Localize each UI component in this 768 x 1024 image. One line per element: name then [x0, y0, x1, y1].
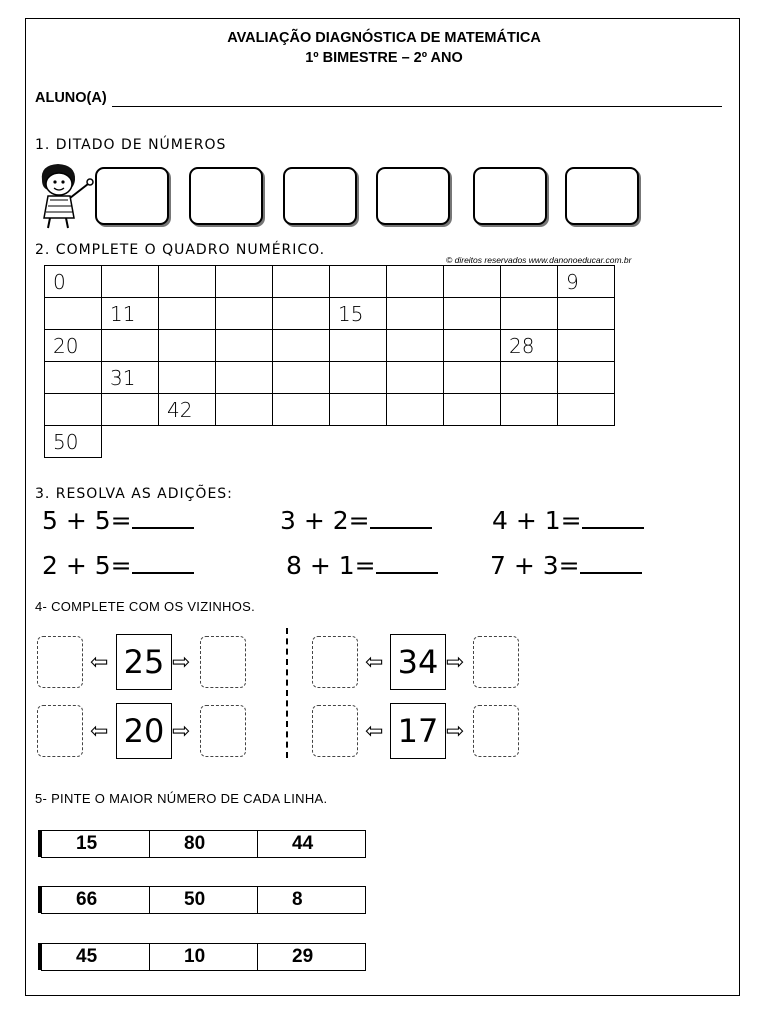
arrow-left-icon: ⇦ [365, 718, 384, 743]
grid-cell-empty[interactable] [444, 266, 501, 298]
grid-cell-empty[interactable] [216, 394, 273, 426]
grid-cell-given: 20 [45, 330, 102, 362]
grid-cell-empty[interactable] [216, 266, 273, 298]
grid-cell-empty[interactable] [387, 330, 444, 362]
grid-row [45, 426, 615, 458]
grid-cell-empty[interactable] [216, 298, 273, 330]
dictation-box-2[interactable] [189, 167, 263, 225]
grid-cell-empty[interactable] [45, 394, 102, 426]
grid-cell-empty[interactable] [444, 298, 501, 330]
student-name-label: ALUNO(A) [35, 90, 107, 106]
grid-cell-given: 15 [330, 298, 387, 330]
grid-cell-empty[interactable] [501, 298, 558, 330]
addition-1: 5 + 5= [42, 506, 194, 535]
grid-cell-empty[interactable] [159, 266, 216, 298]
neighbor-before-box[interactable] [312, 705, 358, 757]
grid-cell-empty[interactable] [444, 362, 501, 394]
dictation-box-4[interactable] [376, 167, 450, 225]
number-cell[interactable]: 80 [150, 831, 258, 858]
dictation-box-6[interactable] [565, 167, 639, 225]
largest-number-row-1 [41, 830, 366, 858]
section1-label: 1. DITADO DE NÚMEROS [35, 137, 227, 153]
largest-number-row-3 [41, 943, 366, 971]
arrow-right-icon: ⇨ [446, 718, 465, 743]
answer-blank[interactable] [132, 526, 194, 529]
number-cell[interactable]: 66 [42, 887, 150, 914]
grid-cell-given: 42 [159, 394, 216, 426]
addition-2: 3 + 2= [280, 506, 432, 535]
grid-spacer [216, 426, 273, 458]
grid-cell-empty[interactable] [273, 394, 330, 426]
largest-number-row-2 [41, 886, 366, 914]
neighbor-center-number: 17 [390, 703, 446, 759]
arrow-right-icon: ⇨ [172, 649, 191, 674]
neighbor-after-box[interactable] [473, 636, 519, 688]
grid-cell-given: 28 [501, 330, 558, 362]
addition-4: 2 + 5= [42, 551, 194, 580]
grid-spacer [387, 426, 444, 458]
neighbor-center-number: 25 [116, 634, 172, 690]
grid-cell-empty[interactable] [159, 298, 216, 330]
grid-row [45, 362, 615, 394]
number-cell[interactable]: 29 [258, 944, 366, 971]
arrow-left-icon: ⇦ [365, 649, 384, 674]
number-cell[interactable]: 8 [258, 887, 366, 914]
grid-cell-empty[interactable] [444, 394, 501, 426]
answer-blank[interactable] [582, 526, 644, 529]
grid-spacer [159, 426, 216, 458]
grid-cell-empty[interactable] [501, 394, 558, 426]
grid-cell-empty[interactable] [273, 330, 330, 362]
dashed-divider [286, 628, 288, 758]
dictation-box-3[interactable] [283, 167, 357, 225]
grid-cell-empty[interactable] [330, 362, 387, 394]
neighbor-after-box[interactable] [200, 705, 246, 757]
grid-spacer [273, 426, 330, 458]
grid-cell-empty[interactable] [216, 362, 273, 394]
dictation-box-1[interactable] [95, 167, 169, 225]
answer-blank[interactable] [370, 526, 432, 529]
answer-blank[interactable] [132, 571, 194, 574]
grid-spacer [444, 426, 501, 458]
student-name-line[interactable] [112, 106, 722, 107]
page-subtitle: 1º BIMESTRE – 2º ANO [305, 50, 463, 66]
grid-cell-empty[interactable] [501, 266, 558, 298]
grid-cell-empty[interactable] [273, 298, 330, 330]
dictation-box-5[interactable] [473, 167, 547, 225]
grid-cell-empty[interactable] [444, 330, 501, 362]
grid-cell-empty[interactable] [330, 266, 387, 298]
grid-cell-empty[interactable] [273, 362, 330, 394]
number-cell[interactable]: 50 [150, 887, 258, 914]
section3-label: 3. RESOLVA AS ADIÇÕES: [35, 486, 233, 502]
neighbor-center-number: 20 [116, 703, 172, 759]
arrow-right-icon: ⇨ [172, 718, 191, 743]
grid-row [45, 394, 615, 426]
number-cell[interactable]: 45 [42, 944, 150, 971]
grid-cell-empty[interactable] [387, 266, 444, 298]
grid-cell-empty[interactable] [330, 394, 387, 426]
copyright-note: © direitos reservados www.danonoeducar.com.br [446, 255, 632, 265]
grid-row [45, 266, 615, 298]
grid-cell-empty[interactable] [558, 330, 615, 362]
answer-blank[interactable] [376, 571, 438, 574]
grid-cell-empty[interactable] [387, 298, 444, 330]
grid-cell-given: 50 [45, 426, 102, 458]
grid-cell-empty[interactable] [45, 362, 102, 394]
grid-spacer [102, 426, 159, 458]
grid-spacer [501, 426, 558, 458]
grid-cell-empty[interactable] [102, 330, 159, 362]
neighbor-before-box[interactable] [312, 636, 358, 688]
grid-cell-empty[interactable] [387, 394, 444, 426]
grid-cell-empty[interactable] [45, 298, 102, 330]
grid-cell-empty[interactable] [159, 362, 216, 394]
grid-cell-empty[interactable] [102, 394, 159, 426]
addition-5: 8 + 1= [286, 551, 438, 580]
child-character-illustration [28, 160, 98, 232]
grid-cell-empty[interactable] [216, 330, 273, 362]
grid-cell-empty[interactable] [330, 330, 387, 362]
number-grid [44, 265, 615, 458]
grid-cell-given: 11 [102, 298, 159, 330]
grid-cell-empty[interactable] [159, 330, 216, 362]
number-cell[interactable]: 10 [150, 944, 258, 971]
arrow-left-icon: ⇦ [90, 718, 109, 743]
section5-label: 5- PINTE O MAIOR NÚMERO DE CADA LINHA. [35, 791, 328, 806]
neighbor-center-number: 34 [390, 634, 446, 690]
grid-cell-empty[interactable] [558, 362, 615, 394]
answer-blank[interactable] [580, 571, 642, 574]
addition-6: 7 + 3= [490, 551, 642, 580]
arrow-left-icon: ⇦ [90, 649, 109, 674]
grid-cell-empty[interactable] [387, 362, 444, 394]
arrow-right-icon: ⇨ [446, 649, 465, 674]
grid-cell-given: 31 [102, 362, 159, 394]
number-cell[interactable]: 15 [42, 831, 150, 858]
grid-cell-empty[interactable] [273, 266, 330, 298]
page-title: AVALIAÇÃO DIAGNÓSTICA DE MATEMÁTICA [227, 30, 541, 46]
neighbor-after-box[interactable] [473, 705, 519, 757]
grid-cell-empty[interactable] [558, 394, 615, 426]
neighbor-before-box[interactable] [37, 705, 83, 757]
grid-spacer [330, 426, 387, 458]
section2-label: 2. COMPLETE O QUADRO NUMÉRICO. [35, 242, 326, 258]
grid-row [45, 330, 615, 362]
neighbor-after-box[interactable] [200, 636, 246, 688]
neighbor-before-box[interactable] [37, 636, 83, 688]
grid-row [45, 298, 615, 330]
grid-cell-empty[interactable] [558, 298, 615, 330]
grid-cell-empty[interactable] [501, 362, 558, 394]
grid-spacer [558, 426, 615, 458]
grid-cell-given: 0 [45, 266, 102, 298]
section4-label: 4- COMPLETE COM OS VIZINHOS. [35, 599, 256, 614]
number-cell[interactable]: 44 [258, 831, 366, 858]
grid-cell-empty[interactable] [102, 266, 159, 298]
addition-3: 4 + 1= [492, 506, 644, 535]
grid-cell-given: 9 [558, 266, 615, 298]
